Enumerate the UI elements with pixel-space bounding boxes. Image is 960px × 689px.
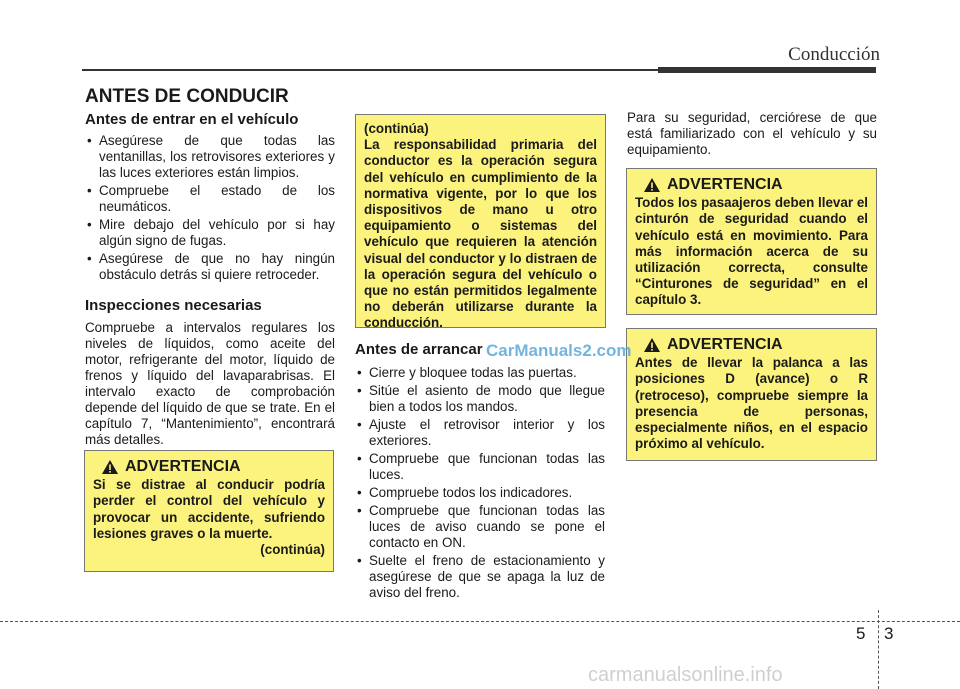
heading-before-starting: Antes de arrancar	[355, 341, 483, 358]
continued-label: (continúa)	[364, 121, 429, 136]
list-item: • Compruebe que funcionan todas las luces de aviso cuando se pone el contacto en ON.	[355, 503, 605, 551]
continued-box-text: La responsabilidad primaria del conductor es la operación segura del vehículo en cumplimiento de la normativa vigente, por lo que los dispositivos de mano u otro equipamiento o sistemas del vehículo que requieren la atención visual del conductor y lo distraen de la operación segura del vehículo o que no están permitidos legalmente no deberán utilizarse durante la conducción.	[364, 137, 597, 331]
heading-before-entering: Antes de entrar en el vehículo	[85, 111, 299, 128]
warning-text: Si se distrae al conducir podría perder el control del vehículo y provocar un accidente, sufriendo lesiones graves o la muerte.	[93, 477, 325, 541]
column-1	[85, 111, 335, 448]
list-item: • Mire debajo del vehículo por si hay algún signo de fugas.	[85, 217, 335, 249]
header-rule-thick	[658, 67, 876, 73]
list-item: • Suelte el freno de estacionamiento y asegúrese de que se apaga la luz de aviso del freno.	[355, 553, 605, 601]
list-item: • Ajuste el retrovisor interior y los exteriores.	[355, 417, 605, 449]
warning-heading	[635, 177, 868, 193]
watermark-top: CarManuals2.com	[486, 341, 632, 360]
list-item: • Asegúrese de que no hay ningún obstáculo detrás si quiere retroceder.	[85, 251, 335, 283]
safety-paragraph: Para su seguridad, cerciórese de que está familiarizado con el vehículo y su equipamiento.	[627, 110, 877, 157]
warning-title: ADVERTENCIA	[125, 458, 241, 475]
footer-rule	[0, 621, 960, 622]
warning-text: Todos los pasaajeros deben llevar el cinturón de seguridad cuando el vehículo está en movimiento. Para más información acerca de su utilización correcta, consulte “Cinturones de seguridad” en el capítulo 3.	[635, 195, 868, 308]
warning-triangle-icon	[643, 177, 661, 193]
header-rule	[82, 69, 658, 71]
list-before-starting	[355, 365, 605, 601]
column-2	[355, 341, 605, 603]
page-number: 3	[884, 624, 894, 643]
section-title: ANTES DE CONDUCIR	[85, 86, 289, 107]
heading-inspections: Inspecciones necesarias	[85, 297, 262, 314]
continued-box	[355, 114, 606, 331]
warning-box-gear-lever	[626, 328, 877, 461]
warning-triangle-icon	[101, 459, 119, 475]
warning-triangle-icon	[643, 337, 661, 353]
warning-heading	[93, 459, 325, 475]
list-item: • Compruebe todos los indicadores.	[355, 485, 605, 501]
warning-heading	[635, 337, 868, 353]
chapter-title: Conducción	[788, 44, 880, 65]
list-item: • Compruebe que funcionan todas las luces.	[355, 451, 605, 483]
warning-box-seatbelt	[626, 168, 877, 315]
chapter-number: 5	[856, 624, 866, 643]
list-item: • Compruebe el estado de los neumáticos.	[85, 183, 335, 215]
list-item: • Asegúrese de que todas las ventanillas, los retrovisores exteriores y las luces exteriores están limpios.	[85, 133, 335, 181]
inspections-paragraph: Compruebe a intervalos regulares los niveles de líquidos, como aceite del motor, refrigerante del motor, líquido de frenos y líquido del lavaparabrisas. El intervalo exacto de comprobación depende del líquido de que se trate. En el capítulo 7, “Mantenimiento”, encontrará más detalles.	[85, 320, 335, 447]
continued-label: (continúa)	[260, 542, 325, 558]
warning-box-distraction	[84, 450, 334, 572]
watermark-bottom: carmanualsonline.info	[588, 664, 783, 686]
warning-title: ADVERTENCIA	[667, 176, 783, 193]
warning-text: Antes de llevar la palanca a las posiciones D (avance) o R (retroceso), compruebe siempre la presencia de personas, especialmente niños, en el espacio próximo al vehículo.	[635, 355, 868, 452]
list-item: • Sitúe el asiento de modo que llegue bien a todos los mandos.	[355, 383, 605, 415]
list-before-entering	[85, 133, 335, 283]
page-number-separator	[878, 610, 879, 689]
list-item: • Cierre y bloquee todas las puertas.	[355, 365, 605, 381]
warning-title: ADVERTENCIA	[667, 336, 783, 353]
